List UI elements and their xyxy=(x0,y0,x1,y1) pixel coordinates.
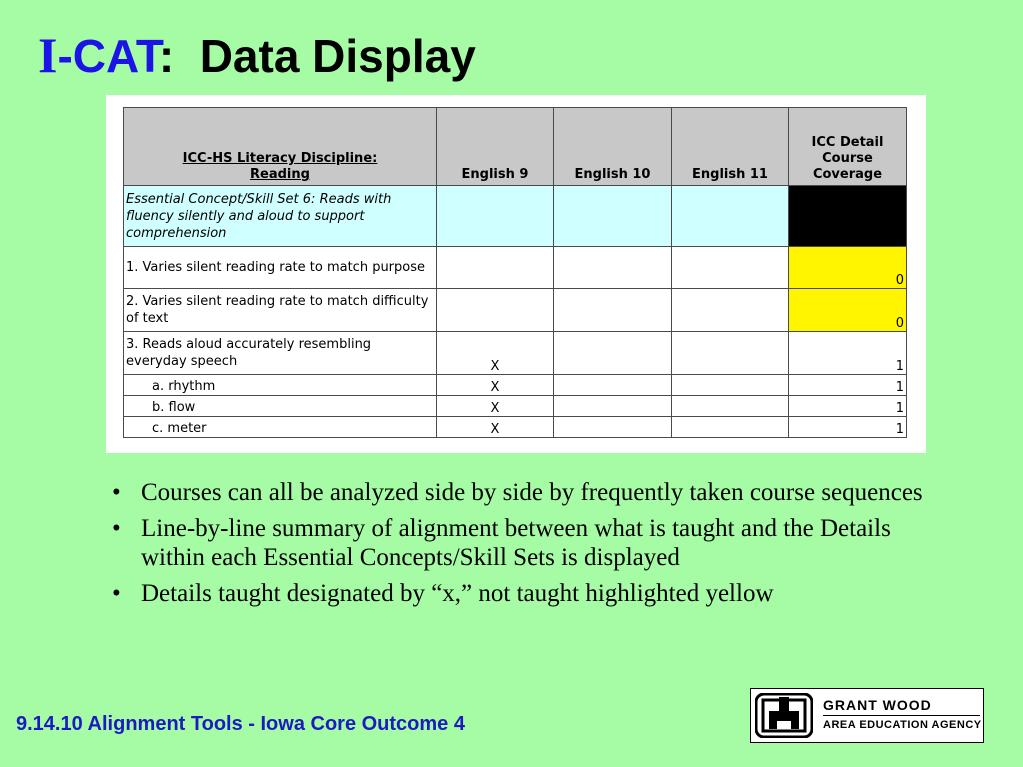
bullet-dot-icon: • xyxy=(112,580,121,607)
cell-english-10 xyxy=(554,332,672,375)
header-discipline: ICC-HS Literacy Discipline: Reading xyxy=(124,108,437,186)
cell-english-10 xyxy=(554,396,672,417)
title-cat: -CAT xyxy=(57,30,159,82)
cell-coverage: 0 xyxy=(789,247,907,289)
cell-english-10 xyxy=(554,289,672,332)
bullet-dot-icon: • xyxy=(112,479,121,506)
bullet-item xyxy=(108,579,948,608)
logo-divider xyxy=(823,715,980,716)
row-label: 2. Varies silent reading rate to match difficulty of text xyxy=(124,289,437,332)
row-label: b. flow xyxy=(124,396,437,417)
cell-english-9: X xyxy=(437,332,554,375)
row-label: c. meter xyxy=(124,417,437,438)
data-display-table-image xyxy=(106,95,926,453)
ec-english-9 xyxy=(437,186,554,247)
ec-coverage xyxy=(789,186,907,247)
footer-text: 9.14.10 Alignment Tools - Iowa Core Outcome 4 xyxy=(16,713,465,735)
essential-concept-label: Essential Concept/Skill Set 6: Reads with fluency silently and aloud to support comprehension xyxy=(124,186,437,247)
icc-alignment-table xyxy=(123,107,907,438)
table-row xyxy=(124,375,907,396)
cell-coverage: 0 xyxy=(789,289,907,332)
cell-coverage: 1 xyxy=(789,417,907,438)
table-row xyxy=(124,247,907,289)
cell-coverage: 1 xyxy=(789,396,907,417)
header-english-11: English 11 xyxy=(672,108,789,186)
cell-english-11 xyxy=(672,375,789,396)
cell-english-9 xyxy=(437,289,554,332)
aea-logo-mark-icon xyxy=(755,693,813,738)
table-row xyxy=(124,417,907,438)
cell-english-11 xyxy=(672,417,789,438)
title-rest: : Data Display xyxy=(158,30,476,82)
cell-english-10 xyxy=(554,247,672,289)
bullet-text: Details taught designated by “x,” not taught highlighted yellow xyxy=(141,580,774,607)
cell-english-11 xyxy=(672,247,789,289)
slide-title xyxy=(38,26,476,84)
cell-english-11 xyxy=(672,289,789,332)
bullet-item xyxy=(108,514,948,572)
table-row xyxy=(124,396,907,417)
cell-english-11 xyxy=(672,396,789,417)
bullet-text: Courses can all be analyzed side by side by frequently taken course sequences xyxy=(141,479,923,506)
cell-english-9: X xyxy=(437,417,554,438)
table-row xyxy=(124,289,907,332)
bullet-dot-icon: • xyxy=(112,515,121,542)
ec-english-11 xyxy=(672,186,789,247)
cell-english-11 xyxy=(672,332,789,375)
bullet-text: Line-by-line summary of alignment between what is taught and the Details within each Essential Concepts/Skill Sets is displayed xyxy=(141,515,891,571)
cell-english-9 xyxy=(437,247,554,289)
bullet-item xyxy=(108,478,948,507)
cell-english-10 xyxy=(554,417,672,438)
logo-agency: AREA EDUCATION AGENCY xyxy=(823,719,982,731)
cell-english-9: X xyxy=(437,396,554,417)
logo-name: GRANT WOOD xyxy=(823,697,932,713)
cell-coverage: 1 xyxy=(789,375,907,396)
row-label: 1. Varies silent reading rate to match purpose xyxy=(124,247,437,289)
header-coverage: ICC Detail Course Coverage xyxy=(789,108,907,186)
cell-english-9: X xyxy=(437,375,554,396)
title-i: I xyxy=(38,27,58,83)
table-row xyxy=(124,332,907,375)
cell-english-10 xyxy=(554,375,672,396)
cell-coverage: 1 xyxy=(789,332,907,375)
row-label: a. rhythm xyxy=(124,375,437,396)
grant-wood-aea-logo xyxy=(750,688,984,743)
ec-english-10 xyxy=(554,186,672,247)
bullet-list xyxy=(108,478,948,615)
row-label: 3. Reads aloud accurately resembling everyday speech xyxy=(124,332,437,375)
table-header-row xyxy=(124,108,907,186)
header-english-9: English 9 xyxy=(437,108,554,186)
essential-concept-row xyxy=(124,186,907,247)
header-english-10: English 10 xyxy=(554,108,672,186)
